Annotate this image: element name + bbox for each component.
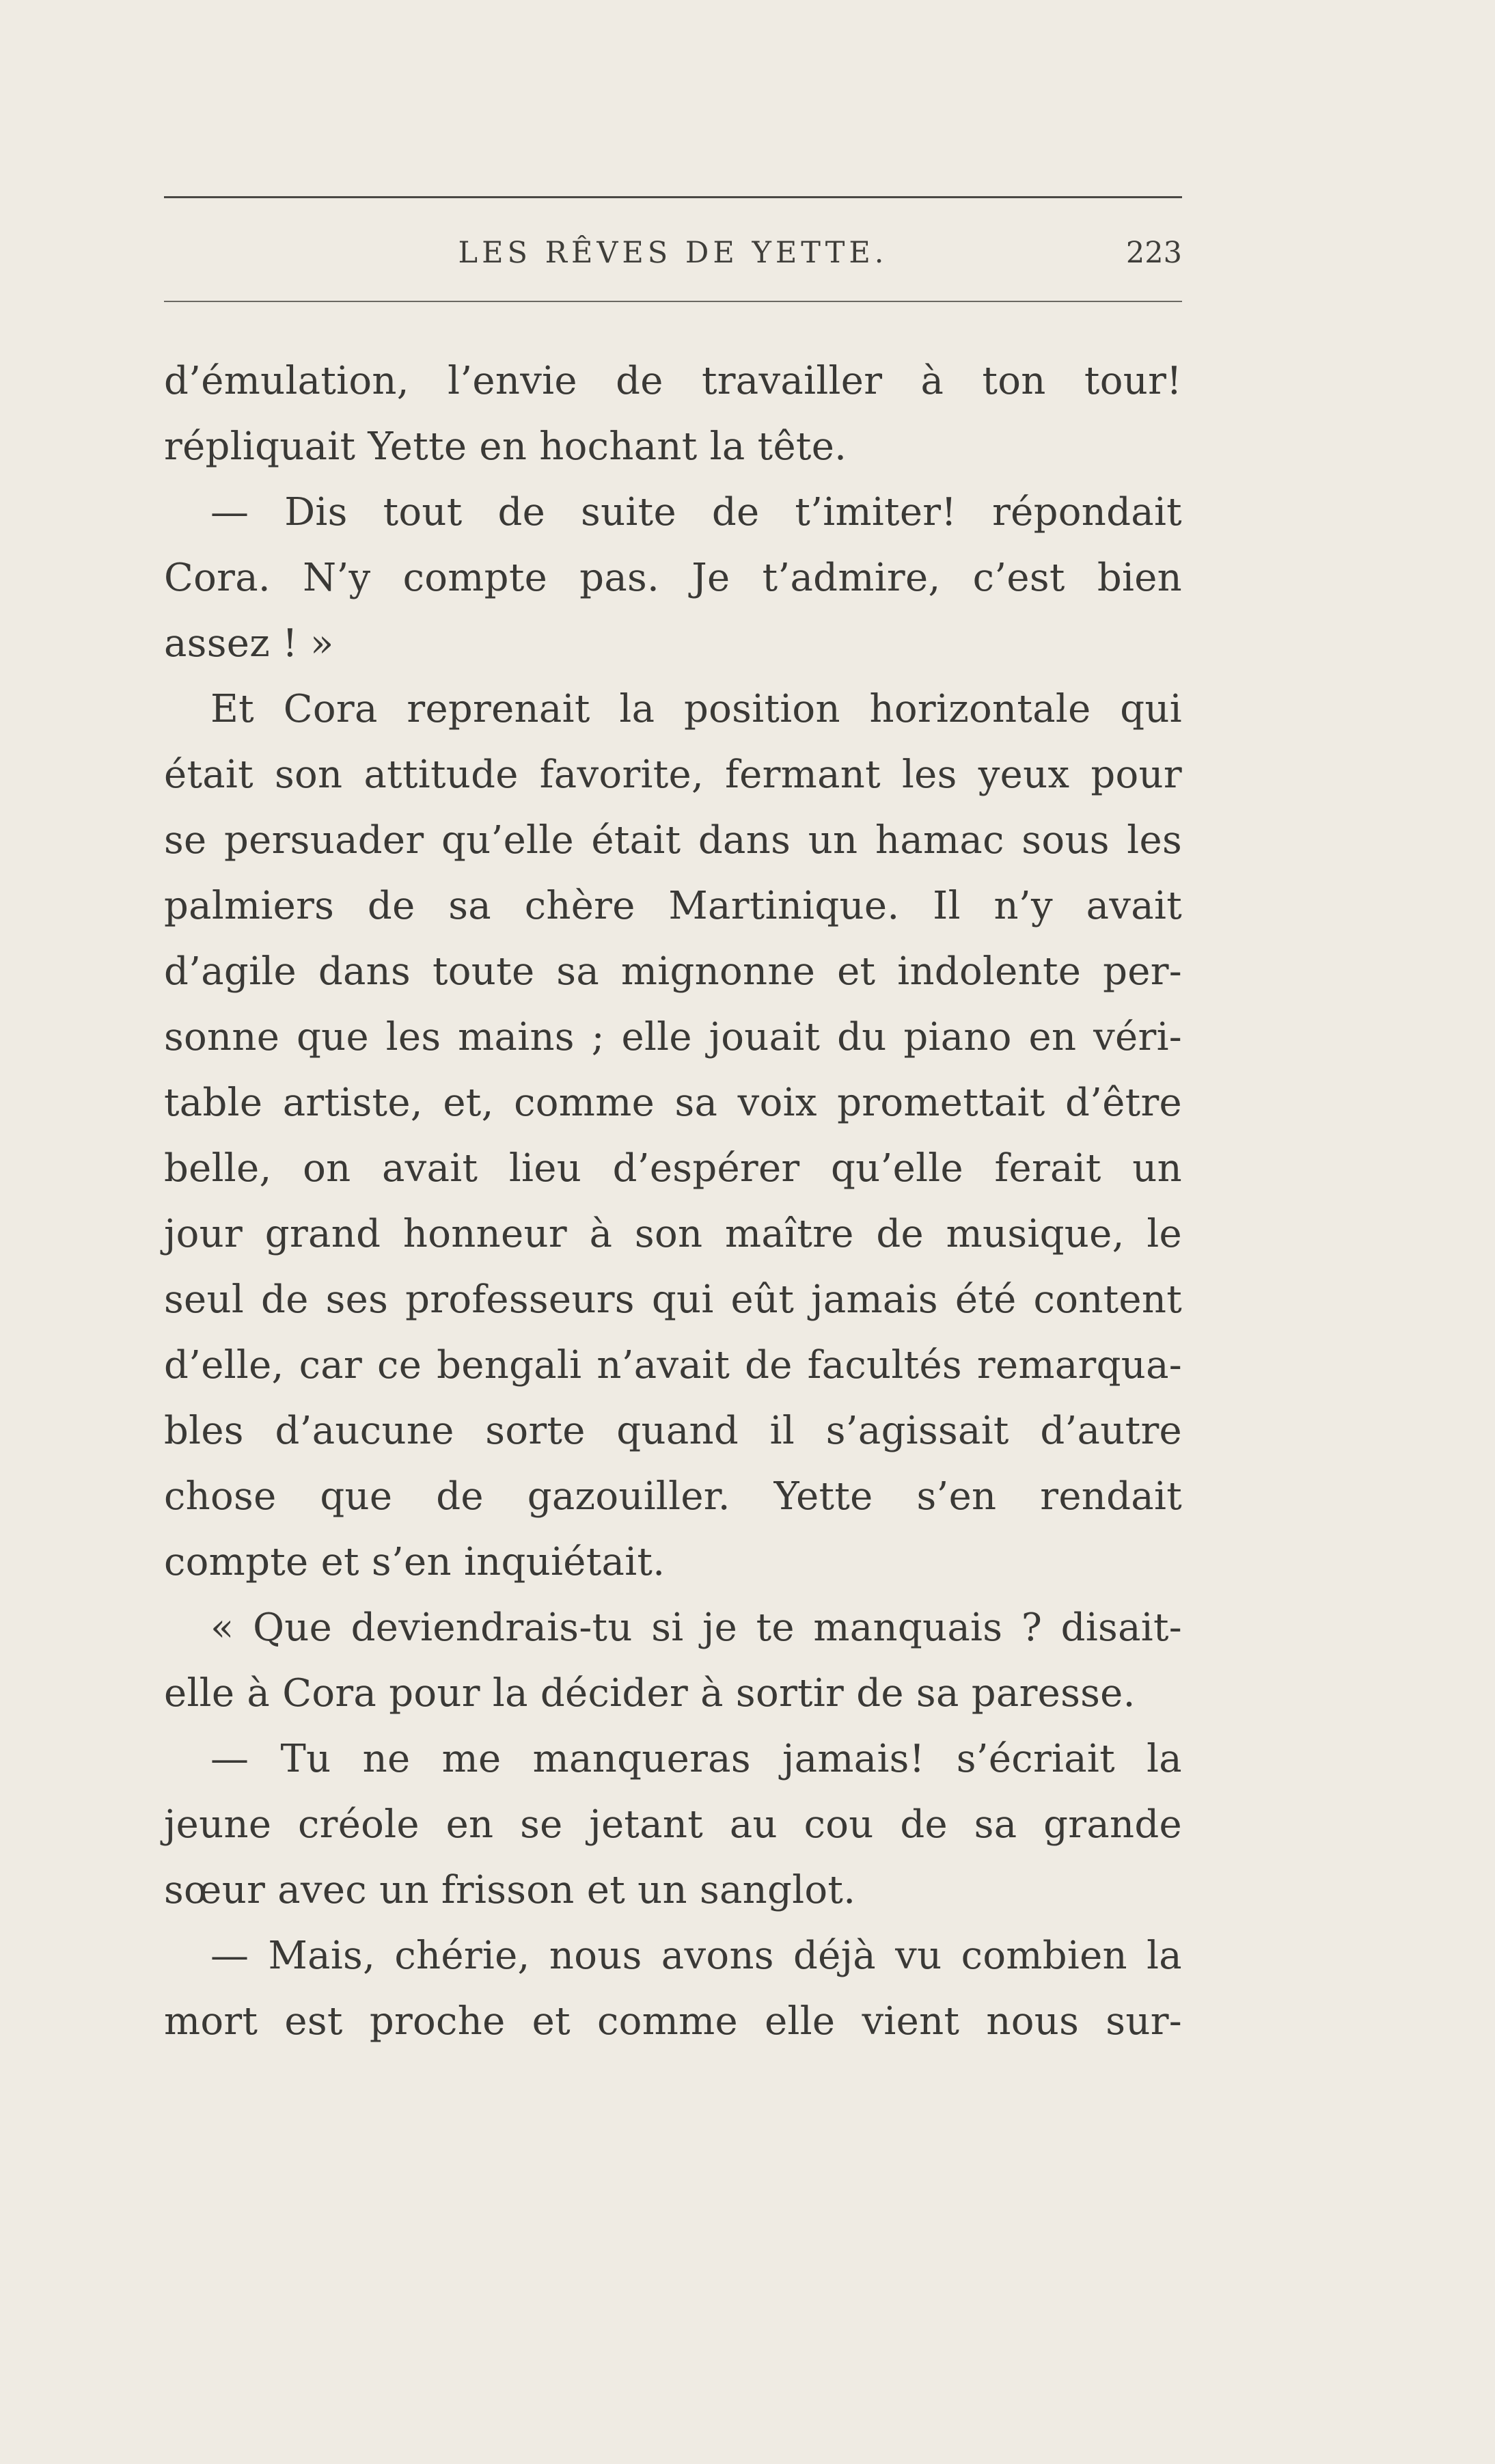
text-line: bles d’aucune sorte quand il s’agissait d’autre: [164, 1409, 1182, 1453]
text-line: sœur avec un frisson et un sanglot.: [164, 1868, 856, 1912]
text-line: — Mais, chérie, nous avons déjà vu combien la: [210, 1934, 1182, 1978]
text-line: compte et s’en inquiétait.: [164, 1540, 666, 1584]
text-line: jeune créole en se jetant au cou de sa grande: [164, 1802, 1182, 1847]
text-line: Cora. N’y compte pas. Je t’admire, c’est bien: [164, 556, 1182, 600]
running-head: [164, 229, 1182, 277]
text-line: se persuader qu’elle était dans un hamac sous les: [164, 818, 1182, 863]
header-rule-bottom: [164, 301, 1182, 302]
text-line: — Tu ne me manqueras jamais! s’écriait la: [210, 1737, 1182, 1781]
text-line: « Que deviendrais-tu si je te manquais ? disait-: [210, 1606, 1182, 1650]
text-line: était son attitude favorite, fermant les yeux pour: [164, 753, 1182, 797]
text-line: seul de ses professeurs qui eût jamais été content: [164, 1277, 1182, 1322]
text-line: d’émulation, l’envie de travailler à ton tour!: [164, 359, 1182, 403]
text-line: répliquait Yette en hochant la tête.: [164, 424, 847, 469]
text-line: d’elle, car ce bengali n’avait de facultés remarqua-: [164, 1343, 1182, 1387]
text-line: mort est proche et comme elle vient nous sur-: [164, 1999, 1182, 2044]
text-line: table artiste, et, comme sa voix promettait d’être: [164, 1081, 1182, 1125]
text-line: jour grand honneur à son maître de musique, le: [164, 1212, 1182, 1256]
text-line: assez ! »: [164, 621, 334, 666]
body-text: [164, 349, 1182, 2055]
text-line: sonne que les mains ; elle jouait du piano en véri-: [164, 1015, 1182, 1059]
text-line: chose que de gazouiller. Yette s’en rendait: [164, 1474, 1182, 1519]
text-line: belle, on avait lieu d’espérer qu’elle ferait un: [164, 1146, 1182, 1191]
running-title: LES RÊVES DE YETTE.: [458, 236, 888, 270]
text-line: d’agile dans toute sa mignonne et indolente per-: [164, 949, 1182, 994]
text-line: Et Cora reprenait la position horizontale qui: [210, 687, 1182, 731]
page-number: 223: [1125, 236, 1182, 270]
text-line: — Dis tout de suite de t’imiter! répondait: [210, 490, 1182, 534]
text-line: elle à Cora pour la décider à sortir de sa paresse.: [164, 1671, 1136, 1716]
header-rule-top: [164, 196, 1182, 198]
text-line: palmiers de sa chère Martinique. Il n’y avait: [164, 884, 1182, 928]
